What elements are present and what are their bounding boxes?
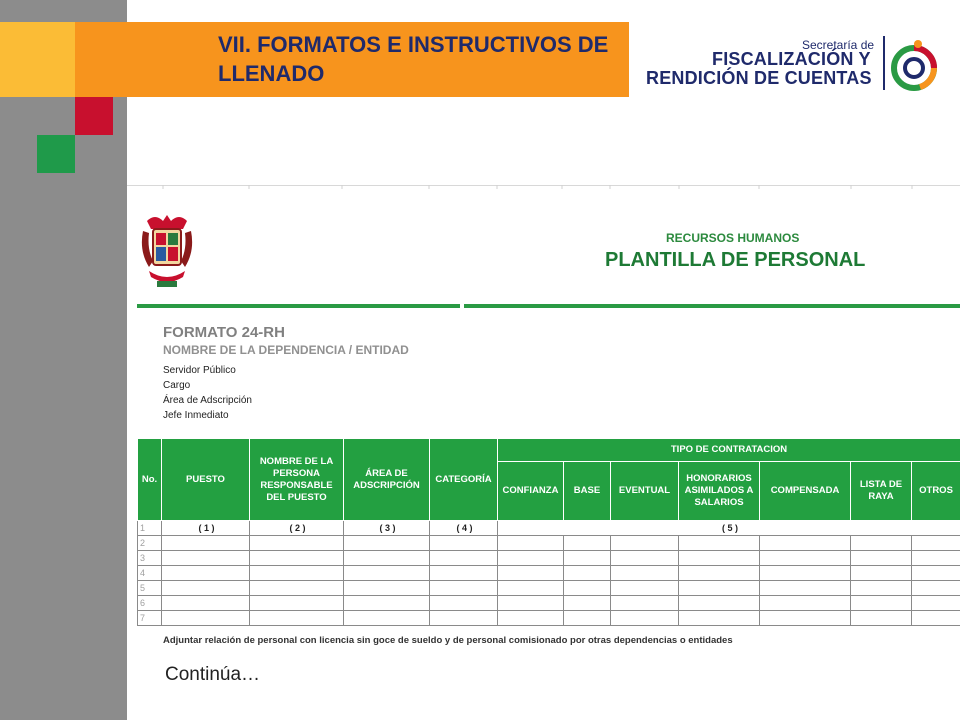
row-index: 2 [138,536,162,551]
row-index: 5 [138,581,162,596]
th-nombre: NOMBRE DE LA PERSONA RESPONSABLE DEL PUESTO [250,439,344,521]
row-index: 7 [138,611,162,626]
th-area: ÁREA DE ADSCRIPCIÓN [344,439,430,521]
th-otros: OTROS [912,462,960,521]
table-row [138,581,960,596]
th-lista-raya: LISTA DE RAYA [851,462,912,521]
row-index: 4 [138,566,162,581]
th-puesto: PUESTO [162,439,250,521]
recursos-humanos-label: RECURSOS HUMANOS [666,231,800,245]
logo-divider [883,36,885,90]
doc-ruler-ticks [127,185,960,189]
row-index: 3 [138,551,162,566]
formato-code: FORMATO 24-RH [163,324,285,341]
th-confianza: CONFIANZA [498,462,564,521]
logo-small-text: Secretaría de [802,38,875,52]
continua-label: Continúa… [165,664,261,685]
green-rule-left [137,304,460,308]
th-compensada: COMPENSADA [760,462,851,521]
table-note: Adjuntar relación de personal con licencia sin goce de sueldo y de personal comisionado por otras dependencias o entidades [163,635,733,646]
code-1: ( 1 ) [162,521,250,536]
table-row [138,551,960,566]
logo-line1: FISCALIZACIÓN Y [712,49,871,69]
th-categoria: CATEGORÍA [430,439,498,521]
code-5: ( 5 ) [498,521,960,536]
plantilla-table [137,438,960,626]
logo-line2: RENDICIÓN DE CUENTAS [646,68,872,88]
logo-emblem-icon [890,36,940,92]
secretaria-logo [646,34,946,94]
slide-title: VII. FORMATOS E INSTRUCTIVOS DE LLENADO [218,32,609,86]
yellow-square [0,22,75,97]
field-servidor: Servidor Público [163,365,236,376]
row-index: 1 [138,521,162,536]
code-3: ( 3 ) [344,521,430,536]
field-cargo: Cargo [163,380,191,391]
table-row [138,611,960,626]
table-row [138,566,960,581]
th-honorarios: HONORARIOS ASIMILADOS A SALARIOS [679,462,760,521]
plantilla-title: PLANTILLA DE PERSONAL [605,249,866,271]
field-jefe: Jefe Inmediato [163,410,229,421]
table-row [138,596,960,611]
formato-document [127,185,960,655]
red-square [75,97,113,135]
th-tipo-contratacion: TIPO DE CONTRATACION [498,439,960,462]
th-eventual: EVENTUAL [611,462,679,521]
th-base: BASE [564,462,611,521]
code-2: ( 2 ) [250,521,344,536]
table-row [138,521,960,536]
row-index: 6 [138,596,162,611]
dependencia-label: NOMBRE DE LA DEPENDENCIA / ENTIDAD [163,343,409,357]
th-no: No. [138,439,162,521]
green-square [37,135,75,173]
green-rule-right [464,304,960,308]
field-area: Área de Adscripción [163,395,252,406]
coat-of-arms-icon [139,211,195,289]
code-4: ( 4 ) [430,521,498,536]
table-row [138,536,960,551]
